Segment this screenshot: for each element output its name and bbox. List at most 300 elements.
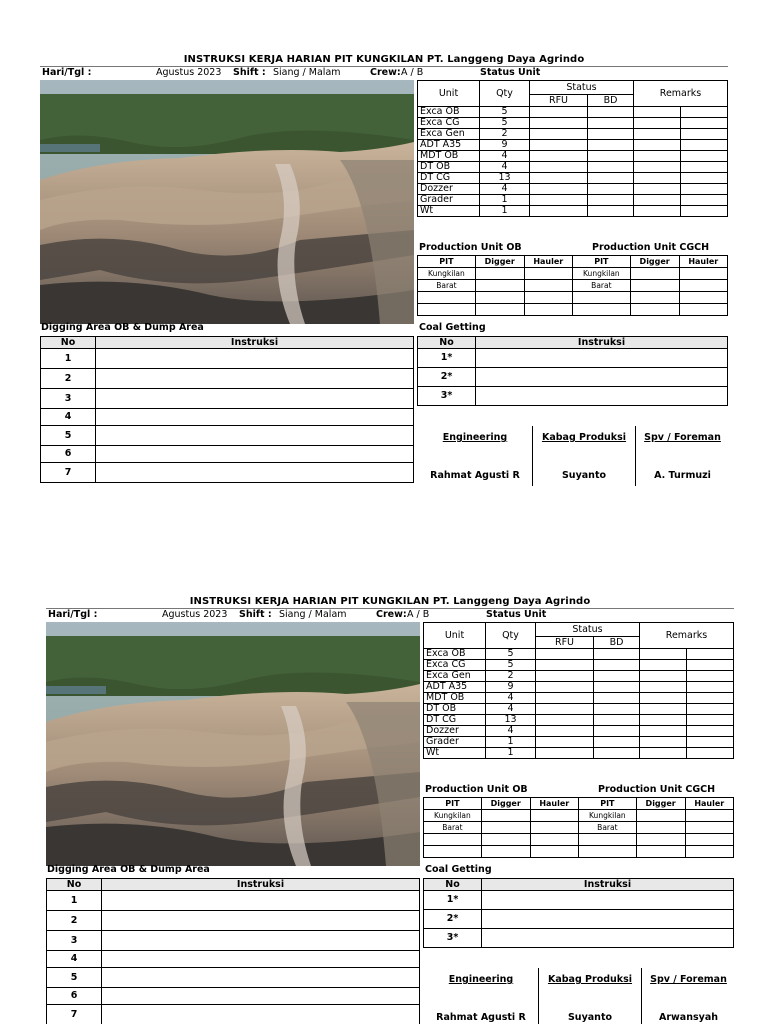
status-unit-row	[424, 682, 734, 693]
mine-pit-photo	[46, 622, 420, 866]
col-header-instruksi: Instruksi	[476, 337, 728, 349]
production-col-header: PIT	[572, 256, 630, 268]
coal-getting-title: Coal Getting	[425, 864, 492, 875]
remarks-cell	[640, 693, 687, 704]
remarks-cell	[686, 693, 733, 704]
digging-area-title: Digging Area OB & Dump Area	[41, 322, 204, 333]
row-number-cell: 4	[47, 951, 102, 968]
production-unit-table	[423, 797, 734, 858]
col-header-no: No	[424, 879, 482, 891]
digging-row	[41, 426, 414, 446]
production-row	[418, 280, 728, 292]
rfu-cell	[530, 151, 588, 162]
production-cell	[685, 834, 733, 846]
production-unit-cgch-title: Production Unit CGCH	[598, 784, 716, 795]
signature-role: Spv / Foreman	[644, 432, 721, 443]
remarks-cell	[680, 184, 727, 195]
unit-qty-cell: 2	[486, 671, 536, 682]
production-col-header: PIT	[418, 256, 476, 268]
production-row	[424, 834, 734, 846]
remarks-cell	[686, 726, 733, 737]
digging-row	[41, 409, 414, 426]
instruction-cell	[96, 426, 414, 446]
hari-tgl-label: Hari/Tgl :	[48, 609, 98, 620]
row-number-cell: 7	[41, 463, 96, 483]
instruction-cell	[102, 1005, 420, 1024]
unit-qty-cell: 9	[480, 140, 530, 151]
production-row	[418, 292, 728, 304]
remarks-cell	[680, 151, 727, 162]
production-cell	[524, 268, 572, 280]
production-cell	[572, 304, 630, 316]
unit-name-cell: Exca Gen	[418, 129, 480, 140]
col-header-unit: Unit	[418, 81, 480, 107]
production-cell	[418, 292, 476, 304]
production-cell	[636, 834, 685, 846]
status-unit-row	[418, 107, 728, 118]
remarks-cell	[634, 206, 681, 217]
unit-name-cell: DT OB	[418, 162, 480, 173]
status-unit-row	[418, 184, 728, 195]
unit-name-cell: Exca OB	[424, 649, 486, 660]
unit-name-cell: Wt	[424, 748, 486, 759]
instruction-cell	[102, 951, 420, 968]
remarks-cell	[640, 682, 687, 693]
row-number-cell: 2	[47, 911, 102, 931]
signature-divider	[538, 968, 539, 1024]
date-value: Agustus 2023	[162, 609, 228, 620]
production-col-header: PIT	[424, 798, 482, 810]
remarks-cell	[686, 748, 733, 759]
production-col-header: Hauler	[685, 798, 733, 810]
unit-name-cell: MDT OB	[424, 693, 486, 704]
col-header-remarks: Remarks	[640, 623, 734, 649]
instruction-cell	[482, 891, 734, 910]
remarks-cell	[680, 162, 727, 173]
remarks-cell	[640, 649, 687, 660]
production-cell	[481, 834, 530, 846]
remarks-cell	[680, 173, 727, 184]
remarks-cell	[640, 737, 687, 748]
instruction-cell	[96, 389, 414, 409]
digging-area-title: Digging Area OB & Dump Area	[47, 864, 210, 875]
signature-divider	[641, 968, 642, 1024]
status-unit-row	[418, 206, 728, 217]
coal-row	[424, 910, 734, 929]
production-cell	[685, 810, 733, 822]
status-unit-title: Status Unit	[480, 67, 541, 78]
unit-qty-cell: 13	[486, 715, 536, 726]
remarks-cell	[680, 195, 727, 206]
date-value: Agustus 2023	[156, 67, 222, 78]
unit-name-cell: DT OB	[424, 704, 486, 715]
production-cell	[475, 268, 524, 280]
row-number-cell: 5	[41, 426, 96, 446]
production-cell: Kungkilan	[424, 810, 482, 822]
production-cell	[685, 846, 733, 858]
row-number-cell: 1*	[418, 349, 476, 368]
digging-row	[41, 446, 414, 463]
row-number-cell: 2*	[418, 368, 476, 387]
sheet-title: INSTRUKSI KERJA HARIAN PIT KUNGKILAN PT. Langgeng Daya Agrindo	[183, 54, 585, 65]
status-unit-row	[418, 151, 728, 162]
remarks-cell	[634, 107, 681, 118]
status-unit-row	[418, 173, 728, 184]
unit-qty-cell: 1	[480, 195, 530, 206]
instruction-cell	[102, 968, 420, 988]
production-cell	[481, 810, 530, 822]
status-unit-row	[424, 726, 734, 737]
signature-name: A. Turmuzi	[654, 470, 711, 481]
rfu-cell	[530, 206, 588, 217]
col-header-no: No	[41, 337, 96, 349]
status-unit-row	[424, 737, 734, 748]
production-row	[418, 268, 728, 280]
col-header-status: Status	[536, 623, 640, 637]
production-cell	[424, 834, 482, 846]
digging-row	[47, 988, 420, 1005]
row-number-cell: 3*	[424, 929, 482, 948]
row-number-cell: 1*	[424, 891, 482, 910]
production-cell: Barat	[418, 280, 476, 292]
remarks-cell	[686, 649, 733, 660]
remarks-cell	[634, 184, 681, 195]
status-unit-row	[418, 140, 728, 151]
unit-qty-cell: 9	[486, 682, 536, 693]
rfu-cell	[536, 715, 594, 726]
shift-value: Siang / Malam	[273, 67, 341, 78]
coal-row	[418, 349, 728, 368]
remarks-cell	[640, 726, 687, 737]
production-col-header: Digger	[475, 256, 524, 268]
status-unit-row	[424, 704, 734, 715]
rfu-cell	[536, 682, 594, 693]
status-unit-row	[418, 118, 728, 129]
digging-instruction-table	[46, 878, 420, 1024]
production-cell: Kungkilan	[572, 268, 630, 280]
unit-qty-cell: 4	[486, 704, 536, 715]
unit-qty-cell: 1	[486, 737, 536, 748]
bd-cell	[588, 184, 634, 195]
row-number-cell: 1	[41, 349, 96, 369]
row-number-cell: 7	[47, 1005, 102, 1024]
row-number-cell: 3	[47, 931, 102, 951]
col-header-no: No	[418, 337, 476, 349]
rfu-cell	[536, 704, 594, 715]
shift-label: Shift :	[239, 609, 272, 620]
unit-qty-cell: 4	[486, 693, 536, 704]
digging-row	[47, 968, 420, 988]
unit-qty-cell: 5	[480, 118, 530, 129]
production-unit-table	[417, 255, 728, 316]
bd-cell	[588, 107, 634, 118]
unit-name-cell: ADT A35	[424, 682, 486, 693]
production-row	[424, 822, 734, 834]
production-cell	[636, 822, 685, 834]
crew-value: A / B	[407, 609, 430, 620]
digging-row	[41, 369, 414, 389]
instruction-cell	[476, 387, 728, 406]
production-col-header: PIT	[578, 798, 636, 810]
unit-qty-cell: 5	[486, 649, 536, 660]
production-cell	[475, 304, 524, 316]
unit-name-cell: MDT OB	[418, 151, 480, 162]
unit-name-cell: Exca OB	[418, 107, 480, 118]
remarks-cell	[640, 748, 687, 759]
row-number-cell: 2	[41, 369, 96, 389]
production-cell: Kungkilan	[578, 810, 636, 822]
signature-name: Arwansyah	[658, 1012, 718, 1023]
production-col-header: Digger	[630, 256, 679, 268]
col-header-no: No	[47, 879, 102, 891]
instruction-cell	[96, 369, 414, 389]
unit-name-cell: Exca CG	[424, 660, 486, 671]
bd-cell	[594, 671, 640, 682]
remarks-cell	[634, 140, 681, 151]
status-unit-row	[424, 715, 734, 726]
production-cell	[630, 304, 679, 316]
production-cell	[530, 846, 578, 858]
unit-name-cell: Wt	[418, 206, 480, 217]
rfu-cell	[536, 737, 594, 748]
unit-qty-cell: 5	[486, 660, 536, 671]
bd-cell	[594, 715, 640, 726]
col-header-instruksi: Instruksi	[482, 879, 734, 891]
production-cell	[679, 268, 727, 280]
unit-qty-cell: 1	[480, 206, 530, 217]
remarks-cell	[680, 129, 727, 140]
production-cell	[530, 834, 578, 846]
status-unit-table	[423, 622, 734, 759]
production-cell: Barat	[572, 280, 630, 292]
rfu-cell	[536, 693, 594, 704]
rfu-cell	[530, 118, 588, 129]
bd-cell	[594, 748, 640, 759]
rfu-cell	[536, 671, 594, 682]
production-cell	[475, 292, 524, 304]
col-header-rfu: RFU	[536, 637, 594, 649]
coal-row	[418, 387, 728, 406]
digging-instruction-table	[40, 336, 414, 483]
production-cell	[679, 292, 727, 304]
bd-cell	[594, 704, 640, 715]
unit-name-cell: ADT A35	[418, 140, 480, 151]
production-cell	[572, 292, 630, 304]
production-cell: Barat	[424, 822, 482, 834]
coal-row	[418, 368, 728, 387]
production-cell	[630, 280, 679, 292]
bd-cell	[594, 693, 640, 704]
instruction-cell	[482, 910, 734, 929]
row-number-cell: 6	[47, 988, 102, 1005]
status-unit-row	[424, 693, 734, 704]
col-header-qty: Qty	[486, 623, 536, 649]
remarks-cell	[640, 671, 687, 682]
production-cell	[524, 292, 572, 304]
status-unit-row	[424, 649, 734, 660]
unit-name-cell: Grader	[424, 737, 486, 748]
remarks-cell	[640, 660, 687, 671]
unit-qty-cell: 4	[480, 151, 530, 162]
digging-row	[41, 349, 414, 369]
production-col-header: Digger	[636, 798, 685, 810]
row-number-cell: 1	[47, 891, 102, 911]
unit-name-cell: DT CG	[418, 173, 480, 184]
production-cell	[578, 846, 636, 858]
rfu-cell	[530, 162, 588, 173]
bd-cell	[594, 682, 640, 693]
bd-cell	[588, 206, 634, 217]
remarks-cell	[634, 162, 681, 173]
remarks-cell	[680, 206, 727, 217]
production-cell	[636, 846, 685, 858]
mine-pit-photo	[40, 80, 414, 324]
instruction-cell	[102, 911, 420, 931]
production-cell	[481, 822, 530, 834]
signature-name: Suyanto	[561, 470, 607, 481]
instruction-cell	[482, 929, 734, 948]
row-number-cell: 2*	[424, 910, 482, 929]
digging-row	[41, 463, 414, 483]
digging-row	[47, 931, 420, 951]
bd-cell	[594, 649, 640, 660]
bd-cell	[588, 129, 634, 140]
status-unit-row	[418, 129, 728, 140]
unit-name-cell: Dozzer	[418, 184, 480, 195]
bd-cell	[594, 726, 640, 737]
unit-name-cell: Dozzer	[424, 726, 486, 737]
rfu-cell	[536, 649, 594, 660]
signature-role: Spv / Foreman	[650, 974, 727, 985]
production-cell	[679, 280, 727, 292]
signature-role: Kabag Produksi	[541, 432, 627, 443]
signature-divider	[532, 426, 533, 486]
unit-qty-cell: 4	[480, 162, 530, 173]
remarks-cell	[634, 151, 681, 162]
production-col-header: Digger	[481, 798, 530, 810]
remarks-cell	[686, 715, 733, 726]
sheet-title: INSTRUKSI KERJA HARIAN PIT KUNGKILAN PT. Langgeng Daya Agrindo	[189, 596, 591, 607]
unit-name-cell: Exca CG	[418, 118, 480, 129]
bd-cell	[588, 162, 634, 173]
unit-qty-cell: 2	[480, 129, 530, 140]
shift-value: Siang / Malam	[279, 609, 347, 620]
coal-row	[424, 891, 734, 910]
production-cell	[679, 304, 727, 316]
row-number-cell: 5	[47, 968, 102, 988]
row-number-cell: 6	[41, 446, 96, 463]
col-header-remarks: Remarks	[634, 81, 728, 107]
unit-qty-cell: 4	[486, 726, 536, 737]
remarks-cell	[680, 140, 727, 151]
row-number-cell: 3*	[418, 387, 476, 406]
remarks-cell	[634, 195, 681, 206]
production-unit-ob-title: Production Unit OB	[425, 784, 528, 795]
signature-divider	[635, 426, 636, 486]
col-header-status: Status	[530, 81, 634, 95]
remarks-cell	[686, 671, 733, 682]
status-unit-row	[418, 195, 728, 206]
unit-name-cell: Exca Gen	[424, 671, 486, 682]
bd-cell	[594, 660, 640, 671]
row-number-cell: 3	[41, 389, 96, 409]
production-cell	[524, 280, 572, 292]
status-unit-title: Status Unit	[486, 609, 547, 620]
col-header-qty: Qty	[480, 81, 530, 107]
production-cell	[630, 292, 679, 304]
rfu-cell	[530, 140, 588, 151]
remarks-cell	[680, 107, 727, 118]
unit-name-cell: Grader	[418, 195, 480, 206]
coal-instruction-table	[423, 878, 734, 948]
production-row	[418, 304, 728, 316]
instruction-cell	[476, 349, 728, 368]
unit-qty-cell: 4	[480, 184, 530, 195]
remarks-cell	[640, 704, 687, 715]
instruction-cell	[102, 891, 420, 911]
production-col-header: Hauler	[679, 256, 727, 268]
remarks-cell	[686, 704, 733, 715]
status-unit-row	[424, 748, 734, 759]
production-cell	[418, 304, 476, 316]
signature-role: Engineering	[448, 974, 514, 985]
coal-row	[424, 929, 734, 948]
production-col-header: Hauler	[530, 798, 578, 810]
production-cell	[685, 822, 733, 834]
rfu-cell	[536, 726, 594, 737]
production-cell	[424, 846, 482, 858]
rfu-cell	[530, 107, 588, 118]
production-cell	[630, 268, 679, 280]
remarks-cell	[686, 737, 733, 748]
instruction-cell	[96, 446, 414, 463]
rfu-cell	[530, 173, 588, 184]
bd-cell	[588, 151, 634, 162]
signature-name: Rahmat Agusti R	[430, 470, 520, 481]
col-header-instruksi: Instruksi	[102, 879, 420, 891]
production-row	[424, 810, 734, 822]
col-header-rfu: RFU	[530, 95, 588, 107]
rfu-cell	[530, 129, 588, 140]
hari-tgl-label: Hari/Tgl :	[42, 67, 92, 78]
remarks-cell	[634, 118, 681, 129]
bd-cell	[594, 737, 640, 748]
remarks-cell	[634, 129, 681, 140]
instruction-cell	[96, 409, 414, 426]
remarks-cell	[640, 715, 687, 726]
unit-qty-cell: 13	[480, 173, 530, 184]
col-header-instruksi: Instruksi	[96, 337, 414, 349]
production-cell	[530, 822, 578, 834]
production-cell: Barat	[578, 822, 636, 834]
bd-cell	[588, 140, 634, 151]
rfu-cell	[536, 660, 594, 671]
status-unit-row	[424, 671, 734, 682]
signature-name: Suyanto	[567, 1012, 613, 1023]
production-unit-cgch-title: Production Unit CGCH	[592, 242, 710, 253]
instruction-cell	[476, 368, 728, 387]
status-unit-row	[424, 660, 734, 671]
instruction-cell	[102, 988, 420, 1005]
production-cell: Kungkilan	[418, 268, 476, 280]
coal-getting-title: Coal Getting	[419, 322, 486, 333]
digging-row	[47, 911, 420, 931]
signature-role: Engineering	[442, 432, 508, 443]
signature-name: Rahmat Agusti R	[436, 1012, 526, 1023]
digging-row	[47, 1005, 420, 1024]
unit-qty-cell: 5	[480, 107, 530, 118]
col-header-bd: BD	[588, 95, 634, 107]
